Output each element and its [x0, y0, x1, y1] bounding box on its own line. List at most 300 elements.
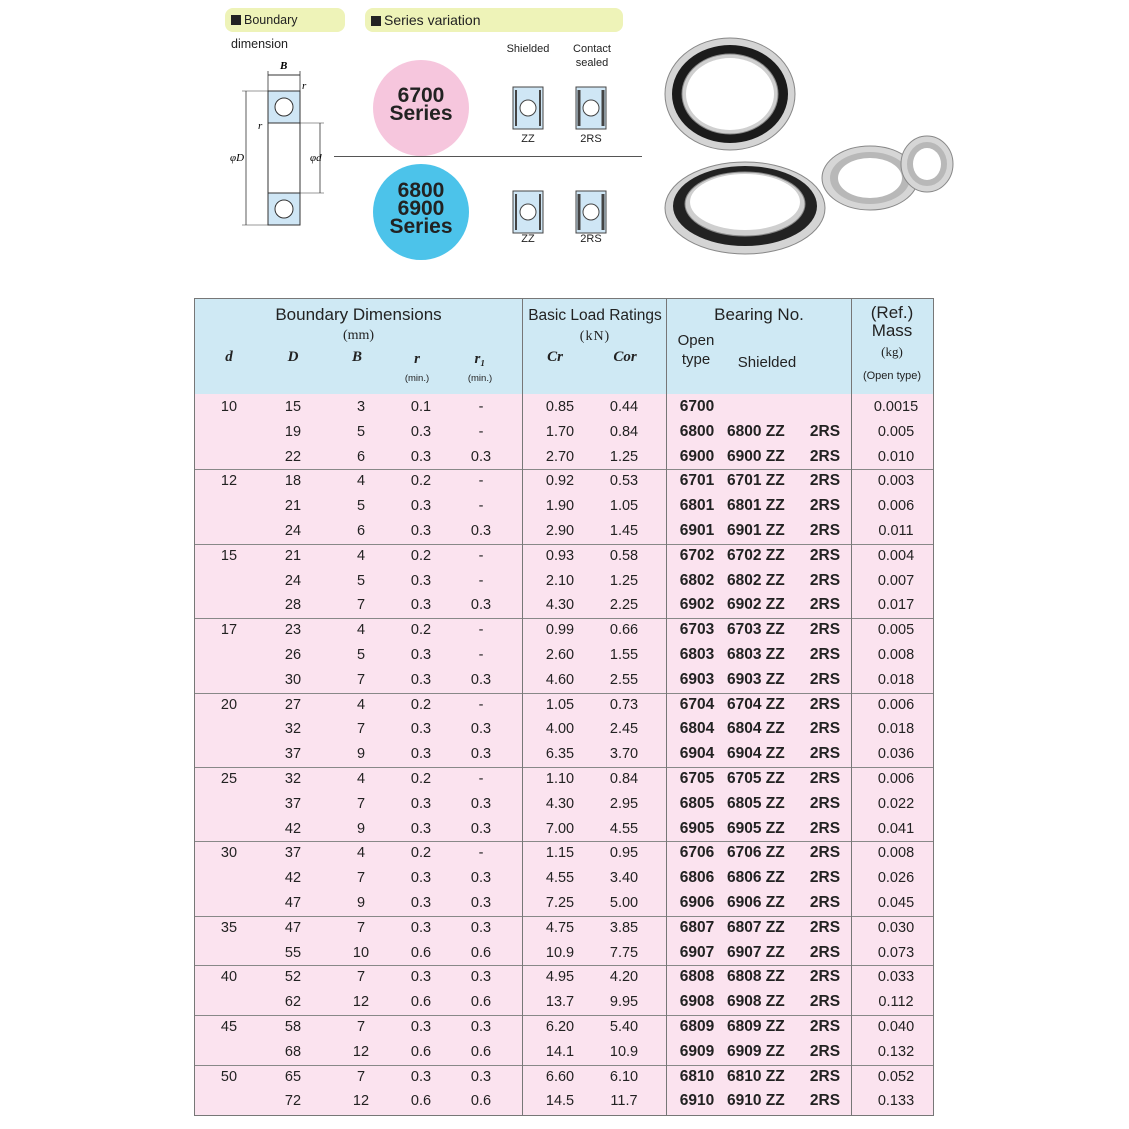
series-6900-number: 6900	[397, 197, 445, 220]
cell-mass: 0.007	[877, 572, 915, 589]
col-divider-mass	[851, 299, 852, 1115]
cell-open: 6907	[679, 943, 715, 961]
cell-B: 6	[356, 448, 366, 465]
cell-r1: 0.3	[470, 721, 492, 738]
cell-cor: 3.70	[609, 746, 639, 763]
cell-seal: 2RS	[809, 1092, 841, 1110]
cell-shielded: 6905 ZZ	[727, 819, 785, 837]
cell-r: 0.2	[410, 771, 432, 787]
cell-D: 32	[284, 771, 302, 787]
cell-cor: 0.58	[609, 547, 639, 564]
table-row	[195, 1041, 933, 1066]
cell-r1: 0.6	[470, 1093, 492, 1110]
table-row	[195, 1090, 933, 1115]
ref-heading: (Ref.)	[870, 303, 914, 322]
cell-mass: 0.006	[877, 696, 915, 713]
cell-r: 0.2	[410, 547, 432, 564]
cell-mass: 0.010	[877, 448, 915, 465]
cell-cr: 4.00	[545, 721, 575, 738]
cell-open: 6800	[679, 422, 715, 440]
cell-cr: 6.20	[545, 1019, 575, 1035]
cell-r1: -	[478, 622, 484, 639]
cell-cr: 1.70	[545, 423, 575, 440]
cell-open: 6900	[679, 447, 715, 465]
cell-r1: 0.3	[470, 870, 492, 887]
contact-sealed-type-label-1: Contact	[573, 43, 611, 55]
cell-shielded: 6702 ZZ	[727, 546, 785, 564]
cell-D: 37	[284, 746, 302, 763]
cell-D: 68	[284, 1043, 302, 1060]
cell-d: 35	[220, 919, 238, 936]
cell-cr: 14.1	[545, 1043, 575, 1060]
cell-cor: 1.45	[609, 523, 639, 539]
cell-r: 0.1	[410, 399, 432, 415]
cell-cr: 0.85	[545, 399, 575, 415]
cell-seal: 2RS	[809, 571, 841, 589]
cell-seal: 2RS	[809, 646, 841, 663]
cell-mass: 0.008	[877, 845, 915, 862]
cell-mass: 0.041	[877, 820, 915, 837]
cell-B: 7	[356, 671, 366, 688]
cell-D: 37	[284, 795, 302, 812]
cell-B: 7	[356, 721, 366, 738]
cell-cr: 4.30	[545, 795, 575, 812]
cell-r: 0.6	[410, 1043, 432, 1060]
cell-open: 6704	[679, 695, 715, 713]
cell-mass: 0.005	[877, 423, 915, 440]
cell-seal: 2RS	[809, 621, 841, 639]
cell-r1: 0.6	[470, 994, 492, 1011]
cell-cor: 0.44	[609, 399, 639, 415]
cell-seal: 2RS	[809, 1067, 841, 1085]
cell-r1: -	[478, 399, 484, 415]
cell-mass: 0.133	[877, 1093, 915, 1110]
cell-r: 0.2	[410, 622, 432, 639]
cell-shielded: 6909 ZZ	[727, 1042, 785, 1060]
cell-mass: 0.011	[878, 523, 914, 539]
cell-open: 6901	[679, 522, 715, 539]
cell-cor: 5.40	[609, 1019, 639, 1035]
dim-phiD-label: φD	[230, 152, 245, 164]
zz-label-1: ZZ	[521, 133, 535, 145]
cell-cr: 14.5	[545, 1093, 575, 1110]
table-row	[195, 1016, 933, 1041]
cell-r: 0.3	[410, 597, 432, 614]
table-row	[195, 768, 933, 793]
cell-shielded: 6705 ZZ	[727, 770, 785, 787]
cell-open: 6700	[679, 398, 715, 415]
cell-mass: 0.132	[877, 1043, 915, 1060]
cell-cr: 4.60	[545, 671, 575, 688]
dim-phid-label: φd	[310, 152, 322, 164]
cell-cor: 3.85	[609, 919, 639, 936]
cell-shielded: 6907 ZZ	[727, 943, 785, 961]
cell-cr: 1.90	[545, 498, 575, 515]
cell-d: 17	[220, 622, 238, 639]
cell-cor: 0.84	[609, 423, 639, 440]
cell-shielded: 6810 ZZ	[727, 1067, 785, 1085]
cell-B: 7	[356, 919, 366, 936]
cell-cor: 7.75	[609, 944, 639, 961]
table-row	[195, 570, 933, 595]
2rs-label-2: 2RS	[580, 233, 602, 245]
table-row	[195, 694, 933, 719]
col-d-heading: d	[225, 349, 233, 365]
cell-r: 0.3	[410, 1019, 432, 1035]
cell-cr: 4.55	[545, 870, 575, 887]
cell-r1: -	[478, 647, 484, 663]
2rs-label-1: 2RS	[580, 133, 602, 145]
cell-B: 12	[352, 1043, 370, 1060]
cell-cr: 4.75	[545, 919, 575, 936]
cell-r1: 0.3	[470, 1068, 492, 1085]
col-D-heading: D	[287, 349, 299, 365]
cell-seal: 2RS	[809, 1042, 841, 1060]
shielded-heading: Shielded	[737, 354, 797, 371]
cell-open: 6706	[679, 844, 715, 862]
cell-shielded: 6802 ZZ	[727, 571, 785, 589]
table-body	[195, 394, 933, 1115]
cell-mass: 0.0015	[873, 399, 919, 415]
cell-D: 27	[284, 696, 302, 713]
cell-cr: 0.99	[545, 622, 575, 639]
cell-d: 15	[220, 547, 238, 564]
cell-cor: 2.55	[609, 671, 639, 688]
cell-cor: 1.55	[609, 647, 639, 663]
cell-seal: 2RS	[809, 497, 841, 515]
table-row	[195, 594, 933, 619]
cell-seal: 2RS	[809, 770, 841, 787]
cell-seal: 2RS	[809, 993, 841, 1011]
dim-r-side-label: r	[258, 120, 263, 132]
cell-d: 50	[220, 1068, 238, 1085]
cell-open: 6703	[679, 621, 715, 639]
cell-r: 0.3	[410, 423, 432, 440]
cell-shielded: 6706 ZZ	[727, 844, 785, 862]
cell-shielded: 6801 ZZ	[727, 497, 785, 515]
cell-D: 18	[284, 473, 302, 490]
cell-seal: 2RS	[809, 695, 841, 713]
cell-D: 47	[284, 919, 302, 936]
cell-seal: 2RS	[809, 596, 841, 614]
cell-r1: 0.3	[470, 919, 492, 936]
cell-D: 42	[284, 820, 302, 837]
cell-mass: 0.018	[877, 721, 915, 738]
cell-open: 6909	[679, 1042, 715, 1060]
cell-cr: 7.00	[545, 820, 575, 837]
cell-cor: 10.9	[609, 1043, 639, 1060]
cell-B: 7	[356, 1068, 366, 1085]
cell-open: 6803	[679, 646, 715, 663]
cell-mass: 0.045	[877, 895, 915, 911]
cell-mass: 0.073	[877, 944, 915, 961]
cell-mass: 0.005	[877, 622, 915, 639]
dim-B-label: B	[280, 60, 288, 72]
series-6700-number: 6700	[397, 84, 445, 107]
cell-open: 6904	[679, 745, 715, 763]
cell-r: 0.3	[410, 572, 432, 589]
cell-shielded: 6901 ZZ	[727, 522, 785, 539]
cell-B: 5	[356, 498, 366, 515]
zz-shield-icon	[512, 86, 544, 130]
cell-B: 5	[356, 423, 366, 440]
bearing-photo	[655, 36, 945, 266]
cell-B: 4	[356, 696, 366, 713]
cell-B: 6	[356, 523, 366, 539]
cell-cor: 9.95	[609, 994, 639, 1011]
divider-line	[334, 156, 642, 157]
table-row	[195, 669, 933, 694]
series-6700-word: Series	[389, 102, 453, 125]
cell-cr: 1.15	[545, 845, 575, 862]
kg-unit-label: (kg)	[881, 344, 903, 359]
table-row	[195, 793, 933, 818]
cell-cor: 0.73	[609, 696, 639, 713]
cell-r1: 0.6	[470, 1043, 492, 1060]
cell-seal: 2RS	[809, 1018, 841, 1035]
series-tag-label: Series variation	[384, 12, 481, 28]
cell-seal: 2RS	[809, 943, 841, 961]
boundary-dimension-tag	[225, 8, 345, 51]
cell-cor: 2.25	[609, 597, 639, 614]
table-row	[195, 966, 933, 991]
cell-d: 25	[220, 771, 238, 787]
cell-mass: 0.004	[877, 547, 915, 564]
cell-r1: -	[478, 423, 484, 440]
cell-open: 6902	[679, 596, 715, 614]
2rs-seal-icon	[575, 86, 607, 130]
cell-seal: 2RS	[809, 422, 841, 440]
cell-r1: 0.3	[470, 746, 492, 763]
cell-shielded: 6904 ZZ	[727, 745, 785, 763]
table-row	[195, 446, 933, 471]
cell-shielded: 6902 ZZ	[727, 596, 785, 614]
cell-seal: 2RS	[809, 522, 841, 539]
cell-D: 23	[284, 622, 302, 639]
cell-open: 6905	[679, 819, 715, 837]
cell-cr: 6.35	[545, 746, 575, 763]
col-divider-bearing	[666, 299, 667, 1115]
cell-open: 6801	[679, 497, 715, 515]
cell-cr: 1.05	[545, 696, 575, 713]
cell-r1: -	[478, 696, 484, 713]
cell-D: 24	[284, 572, 302, 589]
cell-mass: 0.033	[877, 969, 915, 986]
cell-seal: 2RS	[809, 869, 841, 887]
cell-cr: 10.9	[545, 944, 575, 961]
cell-r: 0.3	[410, 969, 432, 986]
cell-d: 40	[220, 969, 238, 986]
bearing-no-heading: Bearing No.	[714, 305, 804, 324]
cell-shielded: 6805 ZZ	[727, 794, 785, 812]
cell-r1: 0.3	[470, 969, 492, 986]
table-row	[195, 718, 933, 743]
cell-seal: 2RS	[809, 794, 841, 812]
cell-mass: 0.040	[877, 1019, 915, 1035]
cell-D: 22	[284, 448, 302, 465]
cell-mass: 0.003	[877, 473, 915, 490]
cell-cor: 2.45	[609, 721, 639, 738]
cell-B: 10	[352, 944, 370, 961]
table-row	[195, 644, 933, 669]
cell-D: 58	[284, 1019, 302, 1035]
cell-cor: 11.7	[610, 1093, 638, 1110]
cell-mass: 0.026	[877, 870, 915, 887]
cell-r1: 0.3	[470, 671, 492, 688]
cell-shielded: 6908 ZZ	[727, 993, 785, 1011]
series-variation-tag	[365, 8, 623, 32]
cell-D: 21	[284, 498, 302, 515]
cell-B: 4	[356, 771, 366, 787]
cell-cor: 1.25	[609, 448, 639, 465]
cell-seal: 2RS	[809, 447, 841, 465]
cell-open: 6702	[679, 546, 715, 564]
cell-B: 7	[356, 597, 366, 614]
cell-seal: 2RS	[809, 819, 841, 837]
cell-r: 0.2	[410, 473, 432, 490]
cell-seal: 2RS	[809, 720, 841, 738]
boundary-tag-label: Boundary dimension	[231, 13, 298, 51]
cell-r: 0.3	[410, 647, 432, 663]
square-bullet-icon	[371, 16, 381, 26]
cell-B: 7	[356, 870, 366, 887]
table-row	[195, 619, 933, 644]
cell-seal: 2RS	[809, 918, 841, 936]
table-row	[195, 892, 933, 917]
cell-seal: 2RS	[809, 894, 841, 911]
cell-cor: 1.05	[609, 498, 639, 515]
cell-open: 6906	[679, 894, 715, 911]
cell-D: 15	[284, 399, 302, 415]
cell-B: 7	[356, 1019, 366, 1035]
cell-D: 65	[284, 1068, 302, 1085]
table-row	[195, 495, 933, 520]
cell-cr: 6.60	[545, 1068, 575, 1085]
cell-shielded: 6808 ZZ	[727, 968, 785, 986]
col-r1-min-label: (min.)	[467, 373, 493, 384]
cell-B: 7	[356, 795, 366, 812]
cell-cr: 4.30	[545, 597, 575, 614]
cell-shielded: 6800 ZZ	[727, 422, 785, 440]
table-row	[195, 917, 933, 942]
cell-cr: 1.10	[545, 771, 575, 787]
cell-D: 26	[284, 647, 302, 663]
cell-mass: 0.022	[877, 795, 915, 812]
cell-mass: 0.006	[877, 771, 915, 787]
cell-r: 0.6	[410, 994, 432, 1011]
cell-cor: 4.55	[609, 820, 639, 837]
cell-shielded: 6809 ZZ	[727, 1018, 785, 1035]
cell-cr: 13.7	[545, 994, 575, 1011]
mass-heading: Mass	[871, 321, 913, 340]
cell-r1: 0.3	[470, 795, 492, 812]
cell-r1: 0.3	[470, 820, 492, 837]
cell-cr: 0.93	[545, 547, 575, 564]
cell-r: 0.3	[410, 870, 432, 887]
cell-mass: 0.030	[877, 919, 915, 936]
cell-cor: 6.10	[609, 1068, 639, 1085]
cell-d: 10	[220, 399, 238, 415]
cell-r: 0.2	[410, 696, 432, 713]
cell-B: 4	[356, 547, 366, 564]
cell-r: 0.3	[410, 820, 432, 837]
cell-B: 3	[356, 399, 366, 415]
zz-label-2: ZZ	[521, 233, 535, 245]
cell-seal: 2RS	[809, 745, 841, 763]
cell-seal: 2RS	[809, 670, 841, 688]
cell-shielded: 6701 ZZ	[727, 472, 785, 490]
contact-sealed-type-label-2: sealed	[575, 57, 609, 69]
series-6800-number: 6800	[397, 179, 445, 202]
cell-d: 45	[220, 1019, 238, 1035]
shielded-type-label: Shielded	[506, 43, 550, 55]
cell-d: 12	[220, 473, 238, 490]
table-row	[195, 396, 933, 421]
cell-shielded: 6803 ZZ	[727, 646, 785, 663]
cell-open: 6903	[679, 670, 715, 688]
cell-seal: 2RS	[809, 546, 841, 564]
cell-D: 30	[284, 671, 302, 688]
cell-mass: 0.008	[877, 647, 915, 663]
cell-shielded: 6807 ZZ	[727, 918, 785, 936]
cell-r1: 0.3	[470, 523, 492, 539]
cell-open: 6804	[679, 720, 715, 738]
bearing-spec-table	[194, 298, 934, 1116]
2rs-seal-icon	[575, 190, 607, 234]
table-row	[195, 842, 933, 867]
cell-open: 6802	[679, 571, 715, 589]
cell-D: 28	[284, 597, 302, 614]
cell-r1: -	[478, 572, 484, 589]
cell-r1: 0.6	[470, 944, 492, 961]
cell-D: 55	[284, 944, 302, 961]
cell-D: 21	[284, 547, 302, 564]
cell-cor: 0.53	[609, 473, 639, 490]
cell-D: 62	[284, 994, 302, 1011]
cell-shielded: 6906 ZZ	[727, 894, 785, 911]
cell-shielded: 6806 ZZ	[727, 869, 785, 887]
cell-r: 0.3	[410, 795, 432, 812]
cell-B: 9	[356, 820, 366, 837]
basic-load-ratings-heading: Basic Load Ratings	[528, 307, 662, 324]
col-B-heading: B	[351, 349, 362, 365]
cell-open: 6701	[679, 472, 715, 490]
cell-seal: 2RS	[809, 968, 841, 986]
cell-cr: 4.95	[545, 969, 575, 986]
cell-cor: 1.25	[609, 572, 639, 589]
cell-cor: 0.66	[609, 622, 639, 639]
cell-mass: 0.112	[878, 994, 914, 1011]
open-type-heading-2: type	[681, 351, 711, 368]
mm-unit-label: (mm)	[342, 328, 375, 343]
cell-mass: 0.052	[877, 1068, 915, 1085]
cell-open: 6810	[679, 1067, 715, 1085]
cell-B: 4	[356, 622, 366, 639]
cell-B: 12	[352, 1093, 370, 1110]
table-header	[195, 299, 933, 395]
cell-cr: 0.92	[545, 473, 575, 490]
open-type-heading-1: Open	[677, 332, 715, 349]
col-r1-heading: r₁	[474, 351, 486, 367]
cell-B: 5	[356, 647, 366, 663]
cell-r: 0.3	[410, 671, 432, 688]
cell-r: 0.3	[410, 746, 432, 763]
cell-shielded: 6704 ZZ	[727, 695, 785, 713]
cell-r: 0.3	[410, 895, 432, 911]
cell-seal: 2RS	[809, 472, 841, 490]
cell-mass: 0.018	[877, 671, 915, 688]
cell-shielded: 6910 ZZ	[727, 1092, 785, 1110]
